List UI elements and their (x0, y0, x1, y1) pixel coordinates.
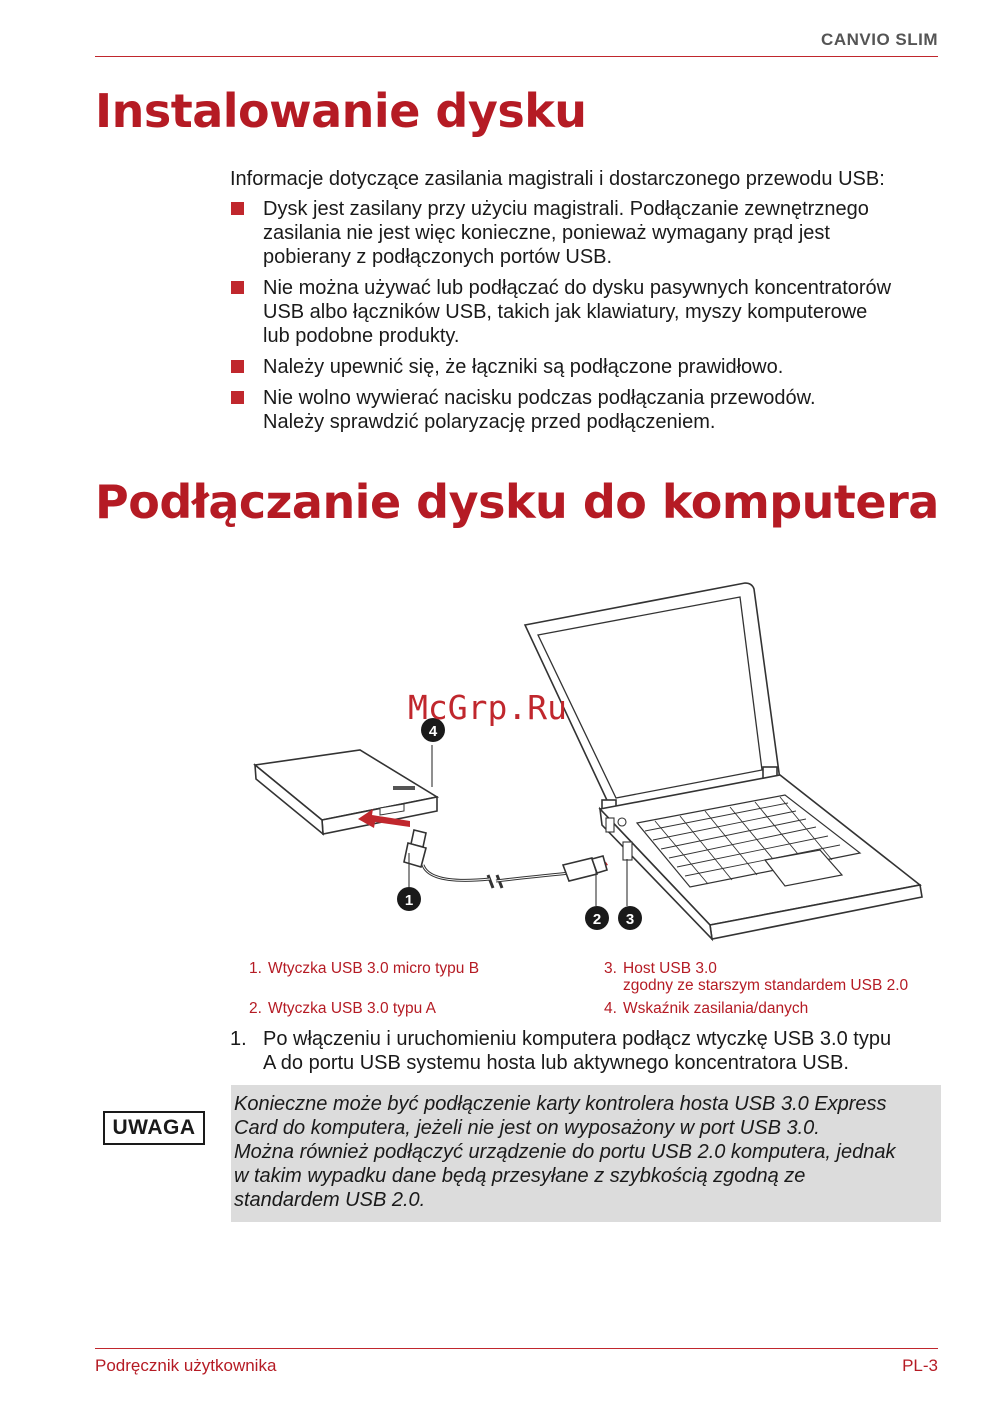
svg-text:3: 3 (625, 911, 635, 928)
legend-item-3: 3. Host USB 3.0 zgodny ze starszym standardem USB 2.0 (604, 960, 909, 994)
bullet-item: Nie można używać lub podłączać do dysku pasywnych koncentratorów USB albo łączników USB, takich jak klawiatury, myszy komputerowe lub podobne produkty. (230, 276, 950, 348)
header-product-name: CANVIO SLIM (821, 30, 938, 49)
bullet-square-icon (231, 202, 244, 215)
legend-item-1: 1. Wtyczka USB 3.0 micro typu B (249, 960, 480, 977)
footer-manual-title: Podręcznik użytkownika (95, 1356, 277, 1375)
bullet-list (230, 197, 950, 441)
intro-text: Informacje dotyczące zasilania magistrali i dostarczonego przewodu USB: (230, 168, 885, 190)
svg-text:2: 2 (592, 911, 602, 928)
note-label: UWAGA (103, 1111, 205, 1145)
bullet-item: Dysk jest zasilany przy użyciu magistrali. Podłączanie zewnętrznego zasilania nie jest więc konieczne, ponieważ wymagany prąd jest pobierany z podłączonych portów USB. (230, 197, 950, 269)
laptop-illustration (525, 583, 922, 939)
step-1: 1. Po włączeniu i uruchomieniu komputera podłącz wtyczkę USB 3.0 typu A do portu USB systemu hosta lub aktywnego koncentratora USB. (230, 1028, 892, 1074)
bullet-square-icon (231, 281, 244, 294)
callout-1-icon (397, 887, 421, 911)
watermark: McGrp.Ru (408, 688, 567, 727)
header-rule (95, 56, 938, 57)
page-number: PL-3 (902, 1356, 938, 1375)
bullet-square-icon (231, 391, 244, 404)
section-title-install: Instalowanie dysku (95, 84, 587, 138)
bullet-item: Nie wolno wywierać nacisku podczas podłączania przewodów. Należy sprawdzić polaryzację przed podłączeniem. (230, 386, 950, 434)
svg-text:1: 1 (404, 892, 414, 909)
legend-item-2: 2. Wtyczka USB 3.0 typu A (249, 1000, 436, 1017)
footer-rule (95, 1348, 938, 1349)
bullet-item: Należy upewnić się, że łączniki są podłączone prawidłowo. (230, 355, 950, 379)
callout-3-icon (618, 906, 642, 930)
svg-text:4: 4 (428, 723, 438, 740)
note-box: Konieczne może być podłączenie karty kontrolera hosta USB 3.0 Express Card do komputera, jeżeli nie jest on wyposażony w port USB 3.0. Można również podłączyć urządzenie do portu USB 2.0 komputera, jednak w takim wypadku dane będą przesyłane z szybkością zgodną ze standardem USB 2.0. (231, 1085, 941, 1222)
bullet-square-icon (231, 360, 244, 373)
section-title-connect: Podłączanie dysku do komputera (95, 475, 939, 529)
connection-illustration (240, 575, 940, 945)
legend-item-4: 4. Wskaźnik zasilania/danych (604, 1000, 809, 1017)
usb-cable-illustration (404, 830, 607, 888)
callout-2-icon (585, 906, 609, 930)
